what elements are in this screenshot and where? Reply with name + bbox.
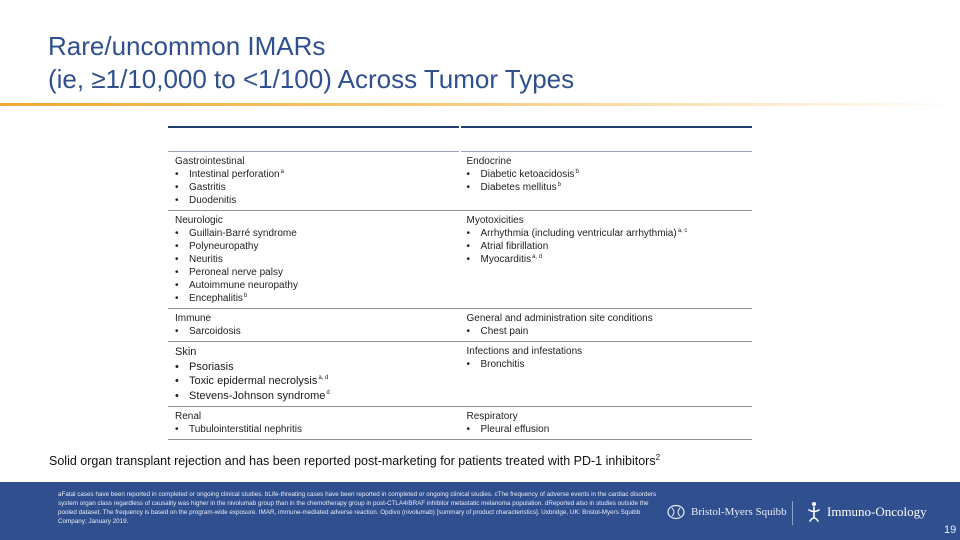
list-item <box>175 292 454 305</box>
reaction-list <box>175 325 454 338</box>
bms-logo-icon <box>667 504 685 520</box>
footnotes: aFatal cases have been reported in completed or ongoing clinical studies. bLife-threating cases have been reported in completed or ongoing clinical studies. cThe frequency of adverse events in the cardiac disorders system organ class regardless of causality was higher in the nivolumab group than in the chemotherapy group in post-CTLA4/BRAF inhibitor metastatic melanoma population. dReported also in studies outside the pooled dataset. The frequency is based on the program-wide exposure. IMAR, immune-mediated adverse reaction. Opdivo (nivolumab) [summary of product characteristics]. Uxbridge, UK: Bristol-Myers Squibb Company; January 2019. <box>58 491 657 525</box>
footer-divider <box>792 501 793 525</box>
table-row <box>168 152 752 211</box>
reaction-text: Neuritis <box>189 254 223 265</box>
bms-logo <box>667 504 787 520</box>
list-item <box>175 240 454 253</box>
reaction-text: Gastritis <box>189 182 226 193</box>
reaction-text: Diabetic ketoacidosis <box>480 169 575 180</box>
title-accent-rule <box>0 103 960 106</box>
list-item <box>175 389 454 404</box>
footnote-ref: b <box>243 292 248 299</box>
reaction-text: Psoriasis <box>189 360 234 373</box>
category-label: General and administration site conditions <box>466 313 653 324</box>
list-item <box>467 253 746 266</box>
table-cell-left <box>168 407 461 439</box>
table-cell-left <box>168 342 461 406</box>
category-label: Neurologic <box>175 215 223 226</box>
reaction-text: Duodenitis <box>189 195 237 206</box>
reaction-text: Tubulointerstitial nephritis <box>189 424 303 435</box>
list-item <box>175 181 454 194</box>
category-label: Infections and infestations <box>466 346 583 357</box>
table-cell-right <box>461 309 753 341</box>
bullet-icon: • <box>175 293 179 304</box>
bullet-icon: • <box>175 280 179 291</box>
list-item <box>175 279 454 292</box>
table-cell-right <box>461 152 753 210</box>
reaction-text: Encephalitis <box>189 293 243 304</box>
list-item <box>175 194 454 207</box>
footnote-ref: b <box>557 181 561 188</box>
bullet-icon: • <box>175 267 179 278</box>
category-label: Myotoxicities <box>466 215 524 226</box>
reaction-list <box>467 227 746 266</box>
title-line-1: Rare/uncommon IMARs <box>48 31 326 61</box>
list-item <box>175 266 454 279</box>
table-cell-left <box>168 211 461 308</box>
bullet-icon: • <box>466 169 471 180</box>
list-item <box>467 358 746 371</box>
list-item <box>467 240 746 253</box>
reaction-text: Guillain-Barré syndrome <box>189 228 297 239</box>
bullet-icon: • <box>175 375 179 387</box>
reaction-text: Myocarditis <box>480 254 532 265</box>
post-marketing-note-ref: 2 <box>655 453 661 462</box>
reaction-text: Pleural effusion <box>480 424 550 435</box>
category-label: Immune <box>175 313 212 324</box>
reaction-list <box>467 358 746 371</box>
page-number: 19 <box>944 524 957 536</box>
reaction-text: Chest pain <box>480 326 529 337</box>
list-item <box>175 168 454 181</box>
title-line-2: (ie, ≥1/10,000 to <1/100) Across Tumor Types <box>48 64 575 94</box>
reaction-text: Stevens-Johnson syndrome <box>189 389 326 402</box>
bullet-icon: • <box>466 326 471 337</box>
list-item <box>467 423 746 436</box>
immuno-oncology-logo-text: Immuno-Oncology <box>827 504 927 519</box>
reaction-list <box>175 423 454 436</box>
list-item <box>467 325 746 338</box>
footnote-ref: a, d <box>532 253 543 260</box>
table-cell-right <box>461 211 753 308</box>
table-cell-left <box>168 309 461 341</box>
table-header-right <box>461 126 752 152</box>
list-item <box>175 325 454 338</box>
reaction-text: Polyneuropathy <box>189 241 259 252</box>
table-row <box>168 309 752 342</box>
list-item <box>467 227 746 240</box>
bullet-icon: • <box>175 326 179 337</box>
footnote-ref: d <box>326 389 330 396</box>
slide-title <box>48 30 908 96</box>
bullet-icon: • <box>175 169 179 180</box>
table-cell-right <box>461 407 753 439</box>
footnote-ref: b <box>575 168 579 175</box>
reaction-list <box>175 168 454 207</box>
bullet-icon: • <box>466 254 471 265</box>
footnote-ref: a, c <box>677 227 688 234</box>
bullet-icon: • <box>466 228 471 239</box>
reaction-list <box>467 168 746 194</box>
category-label: Respiratory <box>466 411 518 422</box>
table-row <box>168 342 752 407</box>
table-header-left <box>168 126 459 152</box>
list-item <box>175 423 454 436</box>
table-header <box>168 126 752 152</box>
reaction-text: Toxic epidermal necrolysis <box>189 375 318 387</box>
category-label: Endocrine <box>466 156 512 167</box>
reaction-text: Arrhythmia (including ventricular arrhythmia) <box>480 228 677 239</box>
reaction-text: Bronchitis <box>480 359 525 370</box>
reaction-list <box>175 227 454 305</box>
category-label: Gastrointestinal <box>175 156 245 167</box>
list-item <box>175 227 454 240</box>
reaction-text: Intestinal perforation <box>189 169 280 180</box>
reaction-list <box>467 423 746 436</box>
list-item <box>175 360 454 375</box>
bullet-icon: • <box>466 424 471 435</box>
bullet-icon: • <box>175 228 179 239</box>
category-label: Renal <box>175 411 202 422</box>
bullet-icon: • <box>175 254 179 265</box>
bullet-icon: • <box>175 241 179 252</box>
reaction-list <box>175 360 454 404</box>
bullet-icon: • <box>466 182 471 193</box>
list-item <box>467 168 746 181</box>
reaction-text: Sarcoidosis <box>189 326 241 337</box>
bullet-icon: • <box>466 359 471 370</box>
list-item <box>175 374 454 389</box>
bullet-icon: • <box>175 195 179 206</box>
reaction-text: Atrial fibrillation <box>480 241 549 252</box>
bullet-icon: • <box>175 424 179 435</box>
table-cell-left <box>168 152 461 210</box>
bullet-icon: • <box>175 389 179 402</box>
bullet-icon: • <box>175 360 179 373</box>
reaction-list <box>467 325 746 338</box>
list-item <box>175 253 454 266</box>
footnote-ref: a <box>280 168 284 175</box>
list-item <box>467 181 746 194</box>
table-row <box>168 407 752 440</box>
post-marketing-note <box>49 453 660 468</box>
reaction-text: Autoimmune neuropathy <box>189 280 298 291</box>
bms-logo-text: Bristol-Myers Squibb <box>691 506 787 518</box>
bullet-icon: • <box>466 241 471 252</box>
post-marketing-note-text: Solid organ transplant rejection and has been reported post-marketing for patients treated with PD-1 inhibitors <box>49 454 656 469</box>
table-body <box>168 152 752 440</box>
reaction-text: Peroneal nerve palsy <box>189 267 283 278</box>
footnote-ref: a, d <box>318 375 329 382</box>
category-label: Skin <box>175 346 197 358</box>
immuno-oncology-logo <box>806 501 927 523</box>
table-cell-right <box>461 342 753 406</box>
table-row <box>168 211 752 309</box>
bullet-icon: • <box>175 182 179 193</box>
reaction-text: Diabetes mellitus <box>480 182 557 193</box>
immuno-oncology-logo-icon <box>806 501 822 523</box>
adverse-reactions-table <box>168 126 752 440</box>
